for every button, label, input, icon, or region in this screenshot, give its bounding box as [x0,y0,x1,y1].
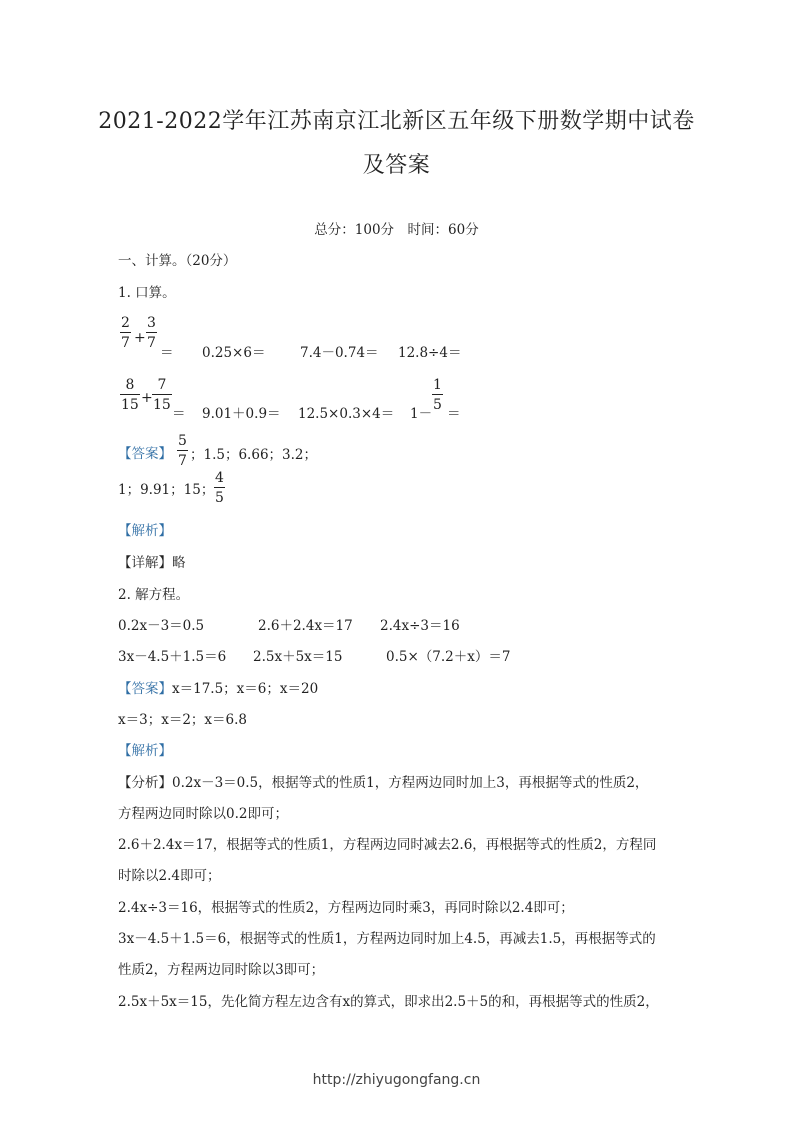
equation: 0.5×（7.2＋x）＝7 [386,649,511,665]
fraction-1-5 [432,378,443,412]
analysis-paragraph: 【分析】0.2x－3＝0.5，根据等式的性质1，方程两边同时加上3，再根据等式的性质2， [118,775,649,791]
expression: 12.8÷4＝ [398,345,462,361]
fraction-8-15 [120,378,140,412]
equation: 3x－4.5＋1.5＝6 [118,649,227,665]
plus-sign: + [141,390,153,406]
denominator: 7 [178,453,187,469]
numerator: 3 [147,315,156,331]
denominator: 7 [121,335,130,351]
numerator: 2 [121,315,130,331]
answer-values: ；1.5；6.66；3.2； [190,447,317,463]
plus-sign: + [134,330,146,346]
answer-values-line2: x＝3；x＝2；x＝6.8 [118,712,247,728]
equals-sign: ＝ [447,406,461,422]
denominator: 15 [153,397,171,413]
equation: 0.2x－3＝0.5 [118,618,205,634]
analysis-paragraph: 2.5x＋5x＝15，先化简方程左边含有x的算式，即求出2.5＋5的和，再根据等式的性质2， [118,994,659,1010]
denominator: 5 [215,490,224,506]
analysis-paragraph: 方程两边同时除以0.2即可； [118,806,288,822]
analysis-paragraph: 性质2，方程两边同时除以3即可； [118,962,325,978]
denominator: 15 [121,397,139,413]
answer-tag: 【答案】 [118,446,172,462]
footer-url[interactable]: http://zhiyugongfang.cn [312,1072,481,1088]
analysis-paragraph: 时除以2.4即可； [118,868,221,884]
page-title-line2: 及答案 [362,153,431,178]
answer-fraction-5-7 [177,434,188,468]
numerator: 5 [178,433,187,449]
detail-text: 【详解】略 [118,555,186,571]
question-1-label: 1. 口算。 [118,285,176,301]
numerator: 8 [125,377,135,393]
answer-line [118,677,318,697]
question-2-label: 2. 解方程。 [118,587,190,603]
fraction-3-7 [146,316,157,350]
numerator: 1 [433,377,442,393]
expression: 12.5×0.3×4＝ [298,406,395,422]
analysis-tag: 【解析】 [118,743,172,759]
page-title: 2021-2022学年江苏南京江北新区五年级下册数学期中试卷 [98,109,695,134]
equals-sign: ＝ [160,345,174,361]
fraction-2-7 [120,316,131,350]
equation: 2.6＋2.4x＝17 [258,618,353,634]
equals-sign: ＝ [172,406,186,422]
answer-values: x＝17.5；x＝6；x＝20 [172,681,319,697]
analysis-paragraph: 2.4x÷3＝16，根据等式的性质2，方程两边同时乘3，再同时除以2.4即可； [118,900,574,916]
equation: 2.5x＋5x＝15 [253,649,343,665]
expression: 7.4－0.74＝ [300,345,379,361]
equation: 2.4x÷3＝16 [380,618,460,634]
denominator: 7 [147,335,156,351]
section-heading: 一、计算。（20分） [118,253,237,269]
answer-tag: 【答案】 [118,681,172,697]
exam-meta: 总分：100分 时间：60分 [314,222,479,238]
fraction-7-15 [152,378,172,412]
denominator: 5 [433,397,442,413]
numerator: 7 [157,377,167,393]
expression: 1－ [410,406,433,422]
answer-values-line2: 1；9.91；15； [118,482,215,498]
analysis-paragraph: 2.6＋2.4x＝17，根据等式的性质1，方程两边同时减去2.6，再根据等式的性质2，方程同 [118,837,657,853]
expression: 9.01＋0.9＝ [202,406,281,422]
analysis-paragraph: 3x－4.5＋1.5＝6，根据等式的性质1，方程两边同时加上4.5，再减去1.5，再根据等式的 [118,931,656,947]
numerator: 4 [215,470,224,486]
answer-fraction-4-5 [214,471,225,505]
analysis-tag: 【解析】 [118,523,172,539]
expression: 0.25×6＝ [202,345,266,361]
